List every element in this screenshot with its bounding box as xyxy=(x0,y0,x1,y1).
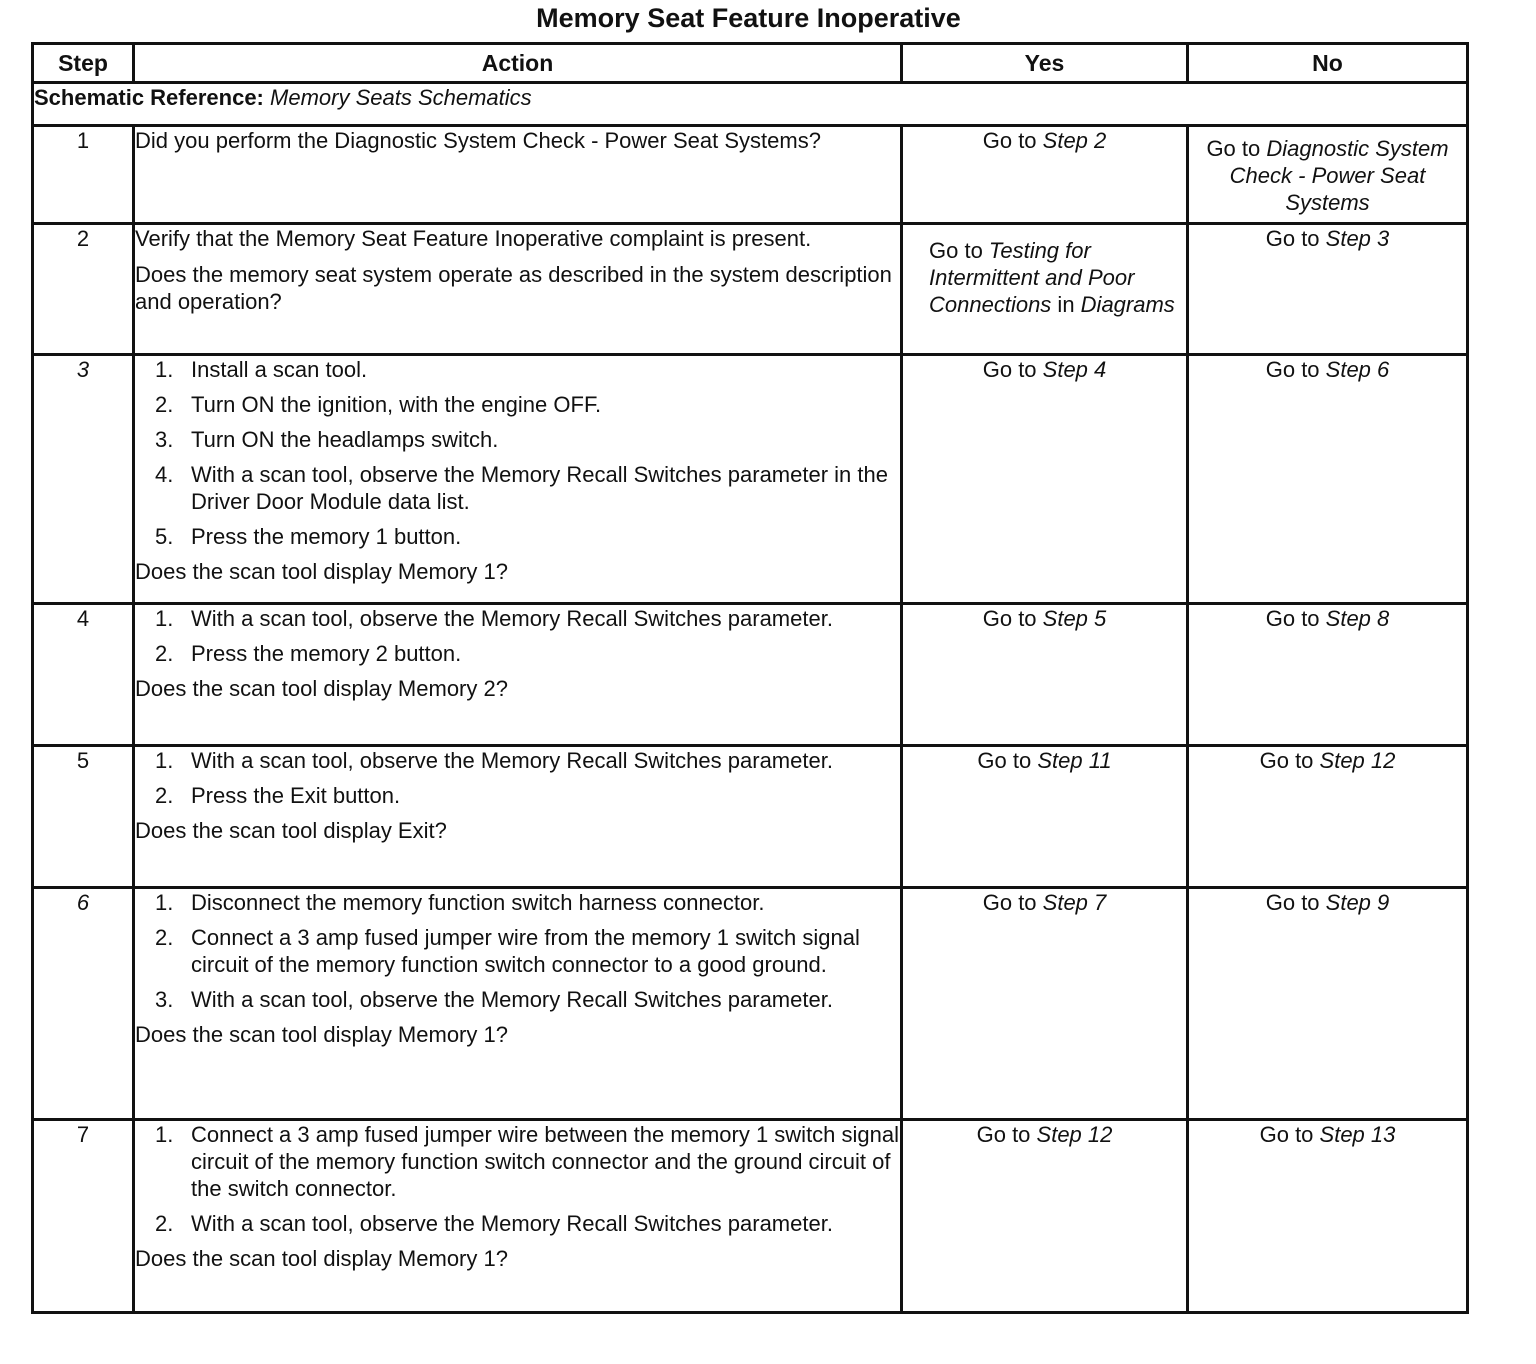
yes-prefix: Go to xyxy=(982,890,1043,915)
yes-link[interactable]: Step 7 xyxy=(1042,890,1107,915)
table-row xyxy=(33,224,1468,355)
table-row xyxy=(33,355,1468,604)
list-item: 2. With a scan tool, observe the Memory Recall Switches parameter. xyxy=(155,1211,833,1236)
no-prefix: Go to xyxy=(1265,606,1326,631)
no-prefix: Go to xyxy=(1206,136,1267,161)
yes-prefix: Go to xyxy=(976,1122,1037,1147)
action-question: Does the scan tool display Memory 1? xyxy=(135,559,508,584)
yes-prefix: Go to xyxy=(982,606,1043,631)
yes-link[interactable]: Testing for Intermittent and Poor Connections xyxy=(929,238,1135,317)
yes-prefix: Go to xyxy=(982,128,1043,153)
step-number: 1 xyxy=(33,126,134,224)
action-steps xyxy=(135,1121,900,1237)
yes-prefix: Go to xyxy=(929,238,989,263)
diagnostic-table xyxy=(31,42,1469,1314)
yes-link-2[interactable]: Diagrams xyxy=(1080,292,1175,317)
no-cell xyxy=(1188,126,1468,224)
table-row xyxy=(33,746,1468,888)
list-item: 2. Press the Exit button. xyxy=(155,783,401,808)
no-cell xyxy=(1188,1120,1468,1313)
table-row xyxy=(33,888,1468,1120)
no-cell xyxy=(1188,888,1468,1120)
action-cell xyxy=(134,604,902,746)
no-link[interactable]: Step 3 xyxy=(1325,226,1390,251)
action-question: Does the scan tool display Memory 1? xyxy=(135,1246,508,1271)
list-item: 5. Press the memory 1 button. xyxy=(155,524,462,549)
schematic-reference xyxy=(33,83,1468,126)
list-item: 1. Connect a 3 amp fused jumper wire between the memory 1 switch signal circuit of the memory function switch connector and the ground circuit of the switch connector. xyxy=(155,1122,900,1201)
no-link[interactable]: Step 9 xyxy=(1325,890,1390,915)
step-number: 3 xyxy=(33,355,134,604)
yes-cell xyxy=(902,604,1188,746)
schematic-reference-row xyxy=(33,83,1468,126)
table-row xyxy=(33,126,1468,224)
action-cell xyxy=(134,746,902,888)
action-cell xyxy=(134,126,902,224)
header-step: Step xyxy=(33,44,134,83)
schematic-reference-link[interactable]: Memory Seats Schematics xyxy=(270,85,532,110)
yes-cell xyxy=(902,355,1188,604)
no-link[interactable]: Step 13 xyxy=(1319,1122,1396,1147)
schematic-reference-label: Schematic Reference: xyxy=(34,85,264,110)
no-prefix: Go to xyxy=(1259,748,1320,773)
no-link[interactable]: Diagnostic System Check - Power Seat Systems xyxy=(1229,136,1449,215)
no-link[interactable]: Step 6 xyxy=(1325,357,1390,382)
action-cell xyxy=(134,355,902,604)
action-question: Does the scan tool display Exit? xyxy=(135,818,447,843)
step-number: 7 xyxy=(33,1120,134,1313)
list-item: 3. Turn ON the headlamps switch. xyxy=(155,427,499,452)
list-item: 1. Install a scan tool. xyxy=(155,357,368,382)
yes-link[interactable]: Step 12 xyxy=(1036,1122,1113,1147)
step-number: 6 xyxy=(33,888,134,1120)
no-cell xyxy=(1188,604,1468,746)
yes-prefix: Go to xyxy=(982,357,1043,382)
no-prefix: Go to xyxy=(1265,890,1326,915)
yes-link[interactable]: Step 5 xyxy=(1042,606,1107,631)
no-link[interactable]: Step 12 xyxy=(1319,748,1396,773)
list-item: 1. Disconnect the memory function switch harness connector. xyxy=(155,890,765,915)
action-steps xyxy=(135,605,900,667)
no-cell xyxy=(1188,746,1468,888)
action-cell xyxy=(134,224,902,355)
header-no: No xyxy=(1188,44,1468,83)
yes-cell xyxy=(902,1120,1188,1313)
no-cell xyxy=(1188,224,1468,355)
no-prefix: Go to xyxy=(1259,1122,1320,1147)
action-question: Does the memory seat system operate as described in the system description and operation? xyxy=(135,262,892,314)
action-question: Does the scan tool display Memory 2? xyxy=(135,676,508,701)
step-number: 5 xyxy=(33,746,134,888)
action-text: Verify that the Memory Seat Feature Inoperative complaint is present. xyxy=(135,226,812,251)
list-item: 2. Press the memory 2 button. xyxy=(155,641,462,666)
action-text: Did you perform the Diagnostic System Check - Power Seat Systems? xyxy=(135,128,821,153)
list-item: 3. With a scan tool, observe the Memory Recall Switches parameter. xyxy=(155,987,833,1012)
table-row xyxy=(33,604,1468,746)
no-cell xyxy=(1188,355,1468,604)
step-number: 2 xyxy=(33,224,134,355)
page-title: Memory Seat Feature Inoperative xyxy=(536,3,961,33)
yes-mid: in xyxy=(1051,292,1081,317)
header-yes: Yes xyxy=(902,44,1188,83)
list-item: 2. Turn ON the ignition, with the engine OFF. xyxy=(155,392,602,417)
header-row xyxy=(33,44,1468,83)
yes-prefix: Go to xyxy=(977,748,1038,773)
yes-cell xyxy=(902,126,1188,224)
no-prefix: Go to xyxy=(1265,357,1326,382)
action-steps xyxy=(135,747,900,809)
list-item: 4. With a scan tool, observe the Memory Recall Switches parameter in the Driver Door Module data list. xyxy=(155,462,888,514)
yes-link[interactable]: Step 11 xyxy=(1037,748,1112,773)
no-link[interactable]: Step 8 xyxy=(1325,606,1390,631)
header-action: Action xyxy=(134,44,902,83)
table-row xyxy=(33,1120,1468,1313)
step-number: 4 xyxy=(33,604,134,746)
list-item: 1. With a scan tool, observe the Memory Recall Switches parameter. xyxy=(155,606,833,631)
action-cell xyxy=(134,1120,902,1313)
action-steps xyxy=(135,889,900,1013)
yes-cell xyxy=(902,746,1188,888)
list-item: 1. With a scan tool, observe the Memory Recall Switches parameter. xyxy=(155,748,833,773)
yes-link[interactable]: Step 2 xyxy=(1042,128,1107,153)
list-item: 2. Connect a 3 amp fused jumper wire from the memory 1 switch signal circuit of the memory function switch connector to a good ground. xyxy=(155,925,860,977)
yes-cell xyxy=(902,888,1188,1120)
no-prefix: Go to xyxy=(1265,226,1326,251)
action-cell xyxy=(134,888,902,1120)
action-question: Does the scan tool display Memory 1? xyxy=(135,1022,508,1047)
yes-cell xyxy=(902,224,1188,355)
action-steps xyxy=(135,356,900,550)
yes-link[interactable]: Step 4 xyxy=(1042,357,1107,382)
